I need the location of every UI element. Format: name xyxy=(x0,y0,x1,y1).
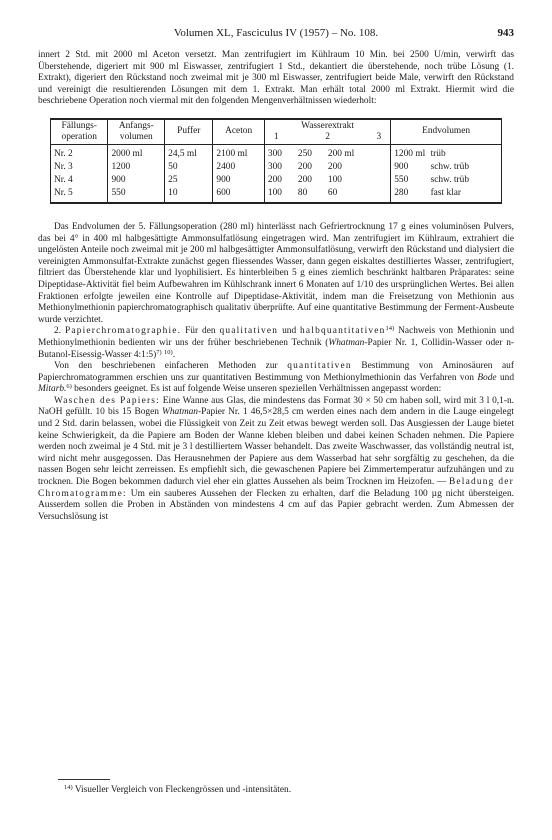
table-header xyxy=(51,119,502,145)
col-faellungsoperation: Fällungs- operation xyxy=(51,119,108,145)
paragraph-quantitativ: Von den beschriebenen einfacheren Methoden zur quantitativen Bestimmung von Aminosäuren auf Papierchromatogrammen erschien uns zur quantitativen Bestimmung von Methionylmethionin das Verfahren von Bode und Mitarb.$^{6)}$ besonders geeignet. Es ist auf folgende Weise unseren speziellen Verhältnissen angepasst worden: xyxy=(38,361,515,395)
table-container xyxy=(38,118,514,204)
paragraph-waschen: Waschen des Papiers: Eine Wanne aus Glas, die mindestens das Format 30 × 50 cm haben soll, wird mit 3 l 0,1-n. NaOH gefüllt. 10 bis 15 Bogen Whatman-Papier Nr. 1 46,5×28,5 cm werden eines nach dem andern in die Lauge eingelegt und 2 Std. darin belassen, wobei die Flüssigkeit von Zeit zu Zeit etwas bewegt werden soll. Das Ausgiessen der Lauge bietet keine Schwierigkeit, da die Papiere am Boden der Wanne kleben bleiben und dabei keinen Schaden nehmen. Die Papiere werden noch zweimal je 4 Std. mit je 3 l destilliertem Wasser behandelt. Das zweite Waschwasser, das vollständig neutral ist, wird nicht mehr ausgegossen. Das Herausnehmen der Papiere aus dem Wasserbad hat sehr sorgfältig zu geschehen, da die nassen Bogen sehr leicht zerreissen. Es empfiehlt sich, die gewaschenen Papiere bei Zimmertemperatur aufzuhängen und zu trocknen. Die Bogen bekommen dadurch viel eher ein glattes Aussehen als beim Trocknen im Heizofen. — Beladung der Chromatogramme: Um ein sauberes Aussehen der Flecken zu erhalten, darf die Beladung 100 µg nicht übersteigen. Ausserdem sollen die Proben in Abständen von mindestens 4 cm auf das Papier gebracht werden. Zum Abmessen der Versuchslösung ist xyxy=(38,395,514,522)
table-row: Nr. 5 550 10 600 100 80 60 280 fast klar xyxy=(51,187,502,203)
page-number: 943 xyxy=(497,27,514,39)
col-anfangsvolumen: Anfangs- volumen xyxy=(108,119,165,145)
running-header xyxy=(38,26,514,40)
paragraph-papierchromatographie: 2. Papierchromatographie. Für den qualitativen und halbquantitativen$^{14)}$ Nachweis von Methionin und Methionylmethionin bedienten wir uns der früher beschriebenen Technik (Whatman-Papier Nr. 1, Collidin-Wasser oder n-Butanol-Eisessig-Wasser 4:1:5)$^{7)}$ $^{10)}$. xyxy=(38,325,515,360)
paragraph-endvolumen: Das Endvolumen der 5. Fällungsoperation (280 ml) hinterlässt nach Gefriertrocknung 17 g eines voluminösen Pulvers, das bei 4° in 400 ml halbgesättigte Ammonsulfatlösung eingetragen wird. Man zentrifugiert im Kühlraum, extrahiert die ungelösten Anteile noch zweimal mit je 200 ml halbgesättigter Ammonsulfatlösung, verwirft den Rückstand und dialysiert die vereinigten Ammonsulfat-Extrakte zunächst gegen fliessendes Wasser, dann gegen eiskaltes destilliertes Wasser, zentrifugiert, filtriert das Überstehende klar und lyophilisiert. Es hinterbleiben 5 g eines ziemlich beschränkt haltbaren Präparates: seine Dipeptidase-Aktivität fiel beim Aufbewahren im Kühlschrank innert 6 Monaten auf 1/10 des ursprünglichen Wertes. Bei allen Fraktionen erfolgte jeweilen eine Kontrolle auf Dipeptidase-Aktivität, indem man die Freisetzung von Methionin aus Methionylmethionin papierchromatographisch qualitativ überprüfte. Auf eine quantitative Bestimmung der Ferment-Ausbeute wurde verzichtet. xyxy=(38,221,514,325)
precipitation-table xyxy=(50,118,502,204)
col-puffer: Puffer xyxy=(165,119,213,145)
table-body xyxy=(51,144,502,203)
footnote-divider xyxy=(58,779,110,780)
col-wasserextrakt: Wasserextrakt 1 2 3 xyxy=(264,119,390,145)
footnote: $^{14)}$ Visueller Vergleich von Fleckengrössen und -intensitäten. xyxy=(64,784,292,795)
footnote-ref: 14) xyxy=(385,325,395,333)
table-row: Nr. 3 1200 50 2400 300 200 200 900 schw. trüb xyxy=(51,161,502,174)
table-row: Nr. 4 900 25 900 200 200 100 550 schw. trüb xyxy=(51,174,502,187)
col-aceton: Aceton xyxy=(213,119,264,145)
table-row: Nr. 2 2000 ml 24,5 ml 2100 ml 300 250 200 ml 1200 ml trüb xyxy=(51,144,502,161)
col-endvolumen: Endvolumen xyxy=(391,119,502,145)
intro-paragraph: innert 2 Std. mit 2000 ml Aceton versetzt. Man zentrifugiert im Kühlraum 10 Min. bei 2500 U/min, verwirft das Überstehende, digeriert mit 900 ml Eiswasser, zentrifugiert 1 Std., dekantiert die überstehende, noch trübe Lösung (1. Extrakt), digeriert den Rückstand noch zweimal mit je 300 ml Eiswasser, zentrifugiert beide Male, verwirft den Rückstand und vereinigt die resultierenden Lösungen mit dem 1. Extrakt. Man erhält total 2000 ml Extrakt. Hiermit wird die beschriebene Operation noch viermal mit den folgenden Mengenverhältnissen wiederholt: xyxy=(38,50,514,107)
journal-title: Volumen XL, Fasciculus IV (1957) – No. 108. xyxy=(173,27,379,39)
body-text xyxy=(38,50,514,523)
